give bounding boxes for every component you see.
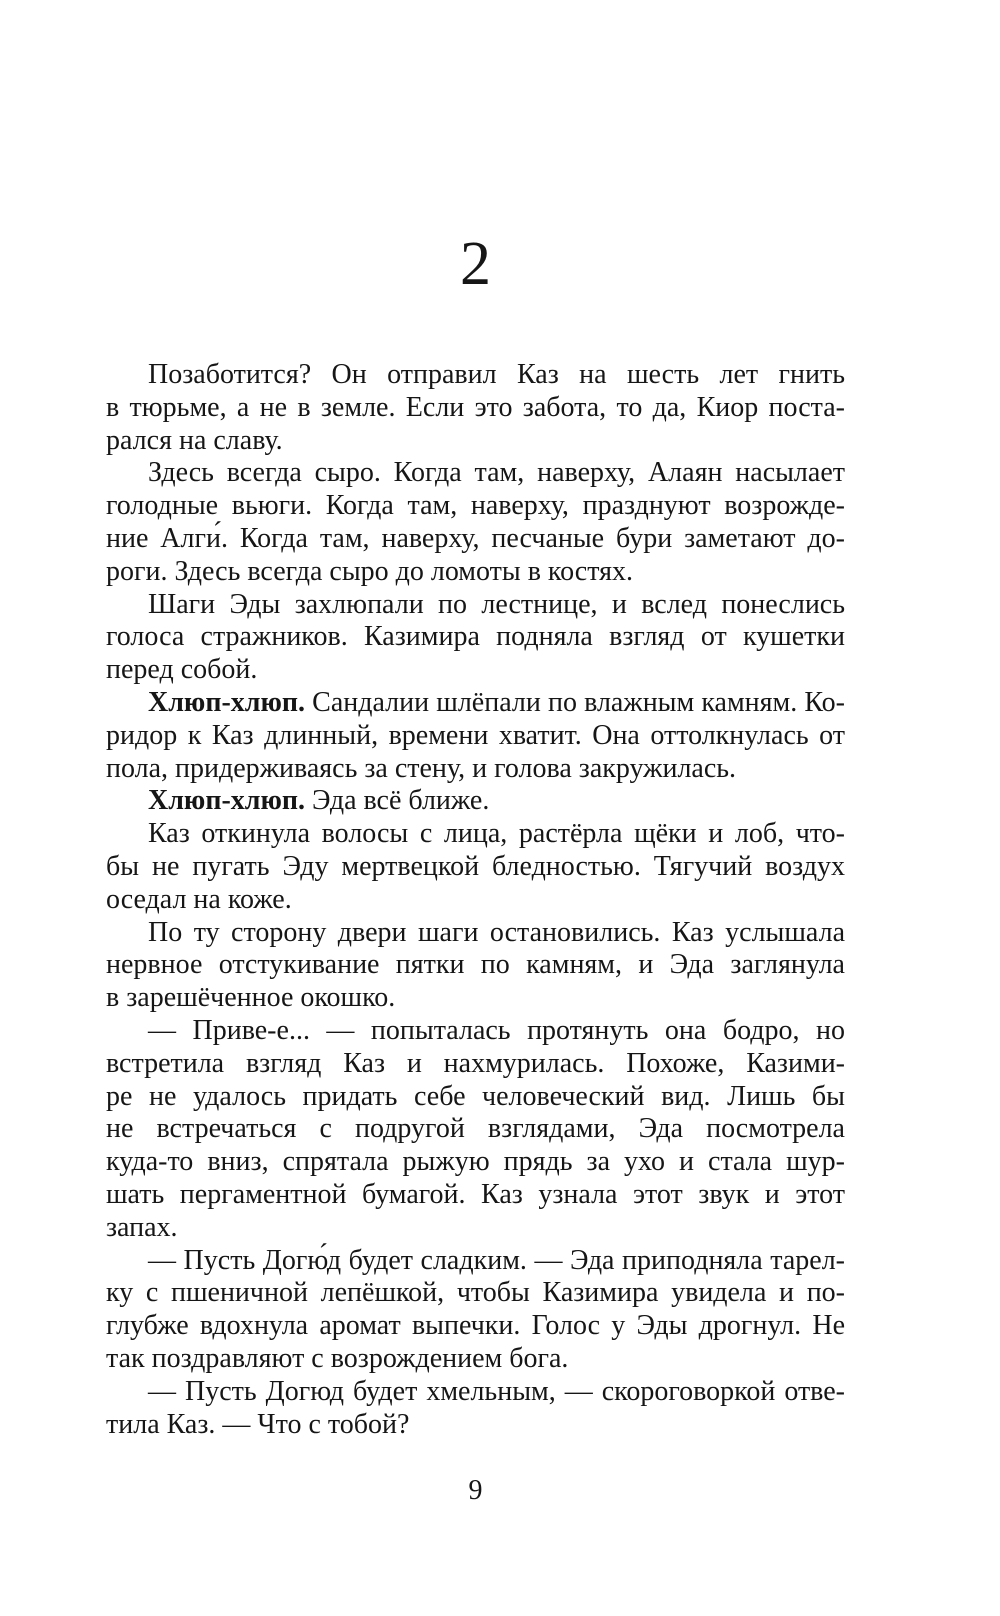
text-line: Здесь всегда сыро. Когда там, наверху, Алаян насылает xyxy=(148,457,845,489)
page-number: 9 xyxy=(468,1475,483,1506)
text-line: — Пусть Догюд будет хмельным, — скороговоркой отве- xyxy=(148,1375,845,1407)
text-line: голодные вьюги. Когда там, наверху, празднуют возрожде- xyxy=(106,490,845,522)
text-line: Каз откинула волосы с лица, растёрла щёки и лоб, что- xyxy=(148,818,845,850)
text-line: ре не удалось придать себе человеческий вид. Лишь бы xyxy=(106,1080,845,1112)
text-line: шать пергаментной бумагой. Каз узнала этот звук и этот xyxy=(106,1178,845,1210)
body-text xyxy=(106,359,845,1441)
text-line: — Пусть Догю́д будет сладким. — Эда приподняла тарел- xyxy=(148,1244,845,1276)
text-line: бы не пугать Эду мертвецкой бледностью. Тягучий воздух xyxy=(106,850,845,882)
text-line: куда-то вниз, спрятала рыжую прядь за ухо и стала шур- xyxy=(106,1146,845,1178)
text-line: рался на славу. xyxy=(106,424,283,456)
text-line: Хлюп-хлюп. Сандалии шлёпали по влажным камням. Ко- xyxy=(148,686,845,718)
text-line: запах. xyxy=(106,1211,178,1243)
text-line: перед собой. xyxy=(106,654,258,686)
text-line: Позаботится? Он отправил Каз на шесть лет гнить xyxy=(148,359,845,390)
text-line: ридор к Каз длинный, времени хватит. Она оттолкнулась от xyxy=(106,719,845,751)
text-line: ку с пшеничной лепёшкой, чтобы Казимира увидела и по- xyxy=(106,1277,845,1309)
text-line: Шаги Эды захлюпали по лестнице, и вслед понеслись xyxy=(148,588,845,620)
text-line: нервное отстукивание пятки по камням, и Эда заглянула xyxy=(106,949,845,981)
text-line: По ту сторону двери шаги остановились. Каз услышала xyxy=(148,916,845,948)
chapter-number: 2 xyxy=(460,230,491,298)
text-line: в тюрьме, а не в земле. Если это забота, то да, Киор поста- xyxy=(106,391,845,423)
text-line: в зарешёченное окошко. xyxy=(106,982,396,1014)
text-line: ние Алги́. Когда там, наверху, песчаные бури заметают до- xyxy=(106,522,845,554)
text-line: глубже вдохнула аромат выпечки. Голос у Эды дрогнул. Не xyxy=(106,1310,845,1342)
bold-sound-lead: Хлюп-хлюп. xyxy=(148,686,306,718)
text-line: так поздравляют с возрождением бога. xyxy=(106,1342,569,1374)
text-line: Хлюп-хлюп. Эда всё ближе. xyxy=(148,785,490,817)
text-line: роги. Здесь всегда сыро до ломоты в костях. xyxy=(106,555,633,587)
text-line: тила Каз. — Что с тобой? xyxy=(106,1408,410,1440)
text-line: не встречаться с подругой взглядами, Эда посмотрела xyxy=(106,1113,845,1145)
text-line: голоса стражников. Казимира подняла взгляд от кушетки xyxy=(106,621,845,653)
bold-sound-lead: Хлюп-хлюп. xyxy=(148,785,306,817)
text-line: встретила взгляд Каз и нахмурилась. Похоже, Казими- xyxy=(106,1047,845,1079)
text-line: — Приве-е... — попыталась протянуть она бодро, но xyxy=(148,1014,845,1046)
text-line: оседал на коже. xyxy=(106,883,292,915)
text-line: пола, придерживаясь за стену, и голова закружилась. xyxy=(106,752,737,784)
